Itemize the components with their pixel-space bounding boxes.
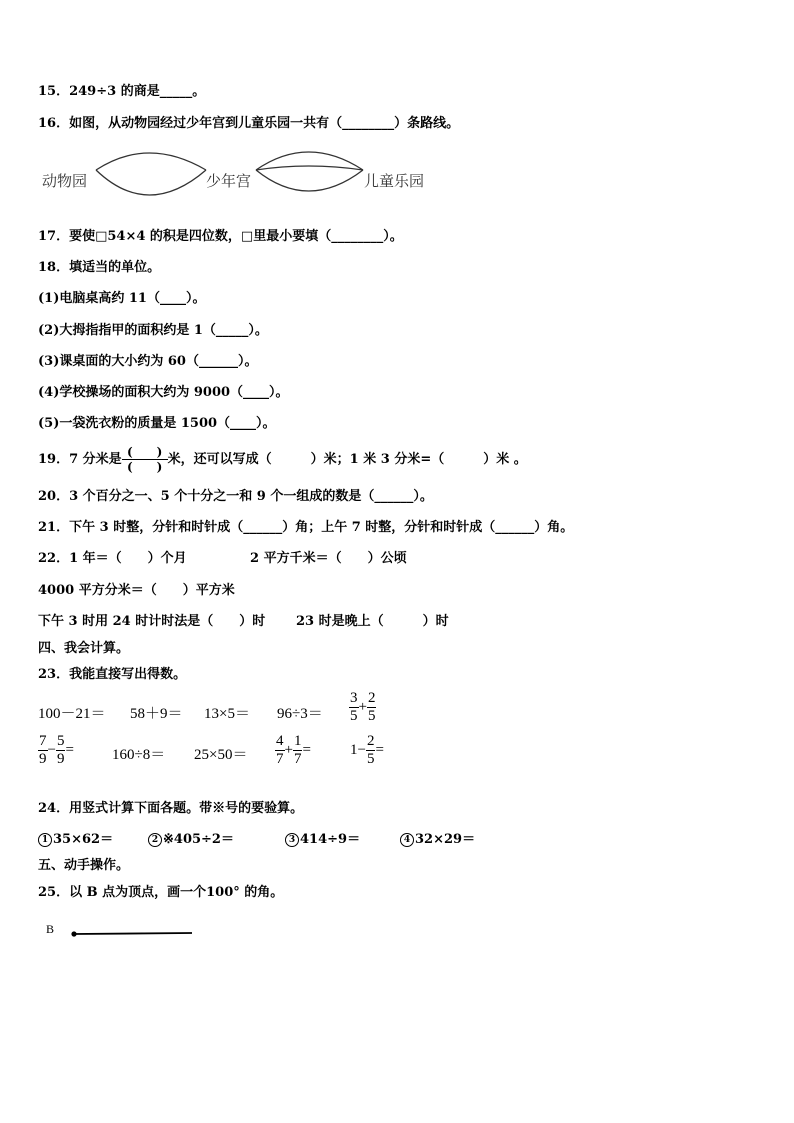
calc-item: 100－21＝ <box>38 706 106 722</box>
question-24-title: 24．用竖式计算下面各题。带※号的要验算。 <box>38 801 304 816</box>
route-zoo-palace-upper <box>96 153 206 170</box>
route-diagram <box>38 140 448 210</box>
section-5-heading: 五、动手操作。 <box>38 858 130 873</box>
q24-item-3 <box>285 832 360 848</box>
numerator: 7 <box>39 733 47 749</box>
question-15: 15．249÷3 的商是_____。 <box>38 84 206 99</box>
calc-item: 25×50＝ <box>194 747 248 763</box>
q24-expression: 32×29＝ <box>415 832 476 847</box>
q24-expression: 414÷9＝ <box>300 832 361 847</box>
operator: + <box>284 742 293 758</box>
question-22-a: 22．1 年＝（ ）个月 <box>38 551 187 566</box>
fraction <box>349 690 359 725</box>
calc-item: 58＋9＝ <box>130 706 183 722</box>
q24-item-2 <box>148 832 234 848</box>
question-20: 20．3 个百分之一、5 个十分之一和 9 个一组成的数是（______）。 <box>38 489 433 504</box>
park-label: 儿童乐园 <box>364 172 425 190</box>
question-17: 17．要使□54×4 的积是四位数，□里最小要填（________）。 <box>38 229 403 244</box>
ray-line <box>74 933 192 934</box>
circled-number: 2 <box>148 833 162 847</box>
calc-item: 160÷8＝ <box>112 747 166 763</box>
fraction <box>367 690 377 725</box>
operator: − <box>47 742 56 758</box>
question-22-b: 2 平方千米＝（ ）公顷 <box>250 551 407 566</box>
numerator: 1 <box>293 733 302 749</box>
circled-number: 4 <box>400 833 414 847</box>
calc-item: 96÷3＝ <box>277 706 323 722</box>
question-16: 16．如图，从动物园经过少年宫到儿童乐园一共有（________）条路线。 <box>38 116 460 131</box>
q19-prefix: 19．7 分米是 <box>38 452 122 467</box>
section-4-heading: 四、我会计算。 <box>38 641 130 656</box>
question-22-c: 4000 平方分米＝（ ）平方米 <box>38 583 235 598</box>
numerator: 5 <box>56 733 65 749</box>
calc-fraction-diff <box>38 733 74 768</box>
equals-sign: = <box>302 742 311 758</box>
denominator: 9 <box>56 751 65 767</box>
denominator: 5 <box>350 708 358 724</box>
palace-label: 少年宫 <box>206 172 252 190</box>
fraction <box>38 733 48 768</box>
circled-number: 3 <box>285 833 299 847</box>
question-23-title: 23．我能直接写出得数。 <box>38 667 187 682</box>
q19-frac-bottom: ( ) <box>126 460 163 474</box>
question-18-item: (2)大拇指指甲的面积约是 1（_____）。 <box>38 323 268 338</box>
equals-sign: = <box>65 742 74 758</box>
q24-item-1 <box>38 832 113 848</box>
q19-frac-top: ( ) <box>122 445 168 460</box>
calc-fraction-sum <box>349 690 376 725</box>
calc-fraction-diff <box>350 733 384 768</box>
point-b-label: B <box>46 922 55 936</box>
denominator: 9 <box>39 751 47 767</box>
numerator: 2 <box>367 690 376 706</box>
route-zoo-palace-lower <box>96 170 206 195</box>
question-22-e: 23 时是晚上（ ）时 <box>296 614 449 629</box>
question-18-title: 18．填适当的单位。 <box>38 260 161 275</box>
question-21: 21．下午 3 时整，分针和时针成（______）角；上午 7 时整，分针和时针成（______）角。 <box>38 520 574 535</box>
question-18-item: (4)学校操场的面积大约为 9000（____）。 <box>38 385 289 400</box>
question-22-d: 下午 3 时用 24 时计时法是（ ）时 <box>38 614 266 629</box>
q24-item-4 <box>400 832 475 848</box>
denominator: 5 <box>367 708 376 724</box>
question-18-item: (3)课桌面的大小约为 60（______）。 <box>38 354 258 369</box>
ray-diagram <box>68 927 208 941</box>
q24-expression: 35×62＝ <box>53 832 114 847</box>
question-19 <box>38 445 527 475</box>
route-palace-park-lower <box>256 170 363 191</box>
denominator: 7 <box>293 751 302 767</box>
numerator: 4 <box>276 733 284 749</box>
denominator: 7 <box>276 751 284 767</box>
q24-expression: ※405÷2＝ <box>163 832 234 847</box>
numerator: 3 <box>350 690 358 706</box>
circled-number: 1 <box>38 833 52 847</box>
operand: 1− <box>350 742 366 758</box>
equals-sign: = <box>375 742 384 758</box>
calc-fraction-sum <box>275 733 311 768</box>
question-25: 25．以 B 点为顶点，画一个100° 的角。 <box>38 885 284 900</box>
question-18-item: (5)一袋洗衣粉的质量是 1500（____）。 <box>38 416 276 431</box>
fraction <box>275 733 285 768</box>
question-18-item: (1)电脑桌高约 11（____）。 <box>38 291 206 306</box>
numerator: 2 <box>366 733 375 749</box>
q19-fraction-blank <box>122 445 168 474</box>
zoo-label: 动物园 <box>42 172 88 190</box>
calc-item: 13×5＝ <box>204 706 250 722</box>
q19-suffix: 米，还可以写成（ ）米；1 米 3 分米=（ ）米 。 <box>167 452 527 467</box>
route-palace-park-mid <box>256 166 363 170</box>
operator: + <box>358 699 367 715</box>
denominator: 5 <box>366 751 375 767</box>
